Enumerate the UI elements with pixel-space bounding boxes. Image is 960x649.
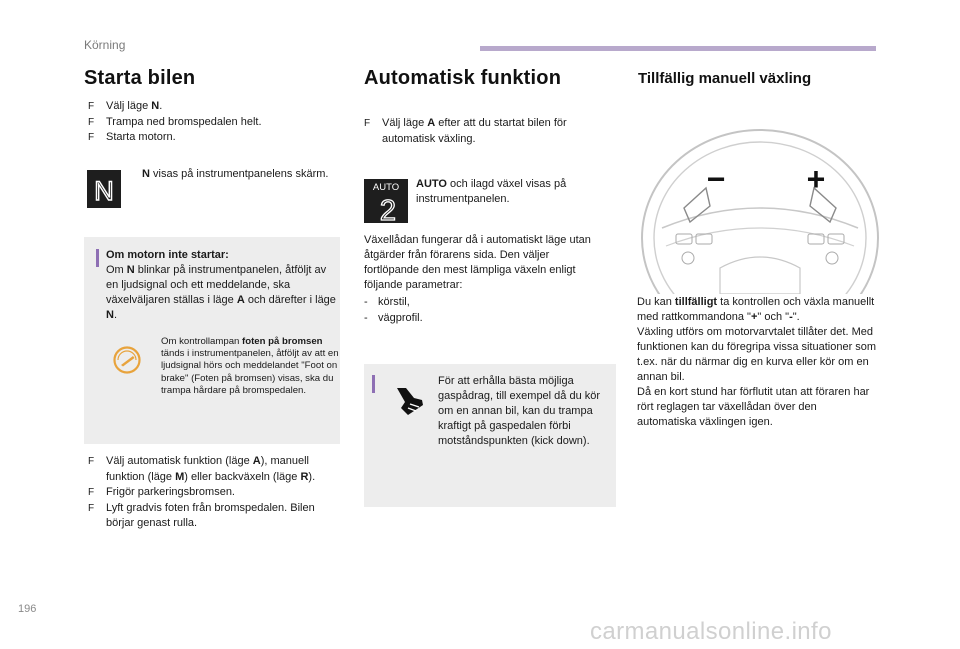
auto-paragraph: Växellådan fungerar då i automatiskt läge utan åtgärder från förarens sida. Den väljer fortlöpande den mest lämpliga växeln enligt följande parametrar: <box>364 234 591 291</box>
kick-down-icon <box>392 384 426 418</box>
foot-on-brake-icon <box>112 345 142 375</box>
auto-display-digit: 2 <box>379 195 397 223</box>
auto-display-label: AUTO <box>372 182 400 193</box>
warning-text: Om motorn inte startar: Om N blinkar på instrumentpanelen, åtföljt av en ljudsignal och ett meddelande, ska växelväljaren ställas i läge A och därefter i läge N. <box>106 249 336 321</box>
step-select-n: F Välj läge N. <box>88 100 163 112</box>
step-brake: F Trampa ned bromspedalen helt. <box>88 115 262 128</box>
auto-steps <box>364 116 600 147</box>
n-display-glyph: N <box>94 176 114 206</box>
step-select-mode: F Välj automatisk funktion (läge A), manuell funktion (läge M) eller backväxeln (läge R). <box>88 455 316 483</box>
step-release-brake: F Lyft gradvis foten från bromspedalen. Bilen börjar genast rulla. <box>88 501 315 529</box>
page-number: 196 <box>18 603 37 615</box>
paddle-plus-label: + <box>806 161 826 197</box>
kick-down-tip: För att erhålla bästa möjliga gaspådrag, till exempel då du kör om en annan bil, kan du trampa kraftigt på gaspedalen förbi motståndspunkten (kick down). <box>438 375 601 447</box>
step-select-a: F Välj läge A efter att du startat bilen för automatisk växling. <box>364 117 567 145</box>
section-label: Körning <box>84 38 126 52</box>
foot-on-brake-note: Om kontrollampan foten på bromsen tänds i instrumentpanelen, åtföljt av att en ljudsignal hörs och meddelandet "Foot on brake" (Foten på bromsen) visas, ska du trampa hårdare på bromspedalen. <box>161 336 339 396</box>
auto-display-icon <box>364 179 408 223</box>
header-bar <box>480 46 876 51</box>
paddle-minus-label: − <box>706 161 726 197</box>
watermark: carmanualsonline.info <box>590 618 832 645</box>
drive-steps <box>88 454 342 532</box>
start-steps <box>88 99 338 146</box>
n-display-icon <box>87 170 121 208</box>
title-starta-bilen: Starta bilen <box>84 67 196 89</box>
manual-shift-text: Du kan tillfälligt ta kontrollen och växla manuellt med rattkommandona "+" och "-". Växling utförs om motorvarvtalet tillåter det. Med funktionen kan du föregripa vissa situationer som t.ex. när du närmar dig en kurva eller kör om en annan bil. Då en kort stund har förflutit utan att föraren har rört reglagen tar växellådan över den automatiska växlingen igen. <box>637 296 877 428</box>
step-start-engine: F Starta motorn. <box>88 131 176 143</box>
info-mark <box>372 375 375 393</box>
param-driving-style: - körstil, <box>364 296 410 308</box>
auto-params <box>364 295 564 326</box>
param-road-profile: - vägprofil. <box>364 311 423 324</box>
title-tillfallig-manuell-vaxling: Tillfällig manuell växling <box>638 70 812 87</box>
auto-display-text: AUTO och ilagd växel visas på instrumentpanelen. <box>416 178 567 205</box>
info-mark <box>96 249 99 267</box>
step-release-parking-brake: F Frigör parkeringsbromsen. <box>88 486 235 498</box>
title-automatisk-funktion: Automatisk funktion <box>364 67 562 89</box>
steering-wheel-illustration <box>636 118 884 294</box>
n-display-text: N visas på instrumentpanelens skärm. <box>142 168 329 180</box>
